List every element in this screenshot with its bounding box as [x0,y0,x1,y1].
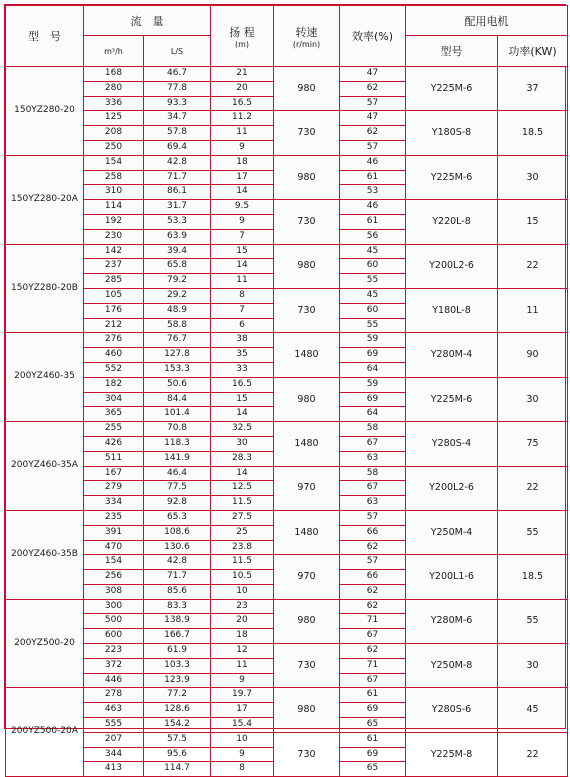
flow-ls-cell: 128.6 [144,703,211,718]
efficiency-cell: 61 [340,214,406,229]
table-row [6,333,568,348]
efficiency-cell: 69 [340,348,406,363]
efficiency-cell: 69 [340,747,406,762]
flow-ls-cell: 71.7 [144,170,211,185]
efficiency-cell: 61 [340,688,406,703]
pump-spec-sheet [4,4,566,774]
flow-ls-cell: 114.7 [144,762,211,777]
flow-ls-cell: 58.8 [144,318,211,333]
flow-m3h-cell: 600 [84,629,144,644]
motor-model-cell: Y200L2-6 [406,244,498,288]
head-cell: 10 [211,732,274,747]
efficiency-cell: 47 [340,67,406,82]
head-cell: 11.5 [211,555,274,570]
motor-power-cell: 18.5 [498,111,568,155]
motor-model-cell: Y250M-8 [406,644,498,688]
efficiency-cell: 63 [340,451,406,466]
flow-m3h-cell: 154 [84,155,144,170]
flow-m3h-cell: 276 [84,333,144,348]
efficiency-cell: 47 [340,111,406,126]
head-cell: 6 [211,318,274,333]
motor-model-cell: Y280M-4 [406,333,498,377]
flow-ls-cell: 61.9 [144,644,211,659]
flow-ls-cell: 166.7 [144,629,211,644]
efficiency-cell: 57 [340,96,406,111]
efficiency-cell: 57 [340,555,406,570]
head-cell: 8 [211,288,274,303]
flow-ls-cell: 141.9 [144,451,211,466]
flow-ls-cell: 103.3 [144,658,211,673]
speed-cell: 970 [274,466,340,510]
table-row [6,599,568,614]
model-name: 150YZ280-20 [6,67,84,156]
efficiency-cell: 56 [340,229,406,244]
flow-m3h-cell: 208 [84,126,144,141]
head-cell: 9 [211,747,274,762]
table-row [6,555,568,570]
table-row [6,244,568,259]
head-cell: 16.5 [211,96,274,111]
flow-ls-cell: 86.1 [144,185,211,200]
flow-m3h-cell: 285 [84,274,144,289]
flow-ls-cell: 71.7 [144,570,211,585]
flow-m3h-cell: 500 [84,614,144,629]
head-cell: 16.5 [211,377,274,392]
speed-cell: 970 [274,555,340,599]
head-cell: 10.5 [211,570,274,585]
head-cell: 17 [211,170,274,185]
model-name: 200YZ460-35A [6,422,84,511]
motor-power-cell: 18.5 [498,555,568,599]
efficiency-cell: 46 [340,155,406,170]
header-head-unit: (m) [234,39,250,49]
flow-m3h-cell: 446 [84,673,144,688]
table-row [6,377,568,392]
head-cell: 18 [211,629,274,644]
efficiency-cell: 45 [340,244,406,259]
flow-m3h-cell: 552 [84,362,144,377]
head-cell: 7 [211,303,274,318]
flow-m3h-cell: 223 [84,644,144,659]
motor-model-cell: Y280S-4 [406,422,498,466]
flow-ls-cell: 76.7 [144,333,211,348]
flow-ls-cell: 42.8 [144,555,211,570]
header-flow-m3h: m³/h [84,36,144,67]
head-cell: 9.5 [211,200,274,215]
header-speed [274,6,340,67]
motor-model-cell: Y280S-6 [406,688,498,732]
motor-power-cell: 22 [498,244,568,288]
head-cell: 18 [211,155,274,170]
motor-power-cell: 30 [498,155,568,199]
efficiency-cell: 66 [340,570,406,585]
motor-power-cell: 45 [498,688,568,732]
speed-cell: 980 [274,688,340,732]
flow-ls-cell: 57.5 [144,732,211,747]
head-cell: 7 [211,229,274,244]
model-name: 200YZ460-35B [6,510,84,599]
efficiency-cell: 60 [340,303,406,318]
flow-m3h-cell: 279 [84,481,144,496]
speed-cell: 980 [274,155,340,199]
head-cell: 14 [211,466,274,481]
flow-ls-cell: 95.6 [144,747,211,762]
table-body [6,67,568,777]
motor-model-cell: Y225M-6 [406,67,498,111]
table-row [6,288,568,303]
pump-spec-table [5,5,568,777]
efficiency-cell: 57 [340,510,406,525]
table-header [6,6,568,67]
efficiency-cell: 55 [340,318,406,333]
flow-m3h-cell: 426 [84,436,144,451]
header-speed-unit: (r/min) [292,39,321,49]
header-model: 型 号 [6,6,84,67]
motor-power-cell: 55 [498,510,568,554]
flow-m3h-cell: 258 [84,170,144,185]
efficiency-cell: 67 [340,629,406,644]
speed-cell: 730 [274,200,340,244]
head-cell: 21 [211,67,274,82]
flow-ls-cell: 48.9 [144,303,211,318]
efficiency-cell: 62 [340,126,406,141]
table-row [6,732,568,747]
flow-ls-cell: 108.6 [144,525,211,540]
efficiency-cell: 61 [340,732,406,747]
flow-m3h-cell: 278 [84,688,144,703]
flow-ls-cell: 130.6 [144,540,211,555]
head-cell: 35 [211,348,274,363]
efficiency-cell: 46 [340,200,406,215]
flow-m3h-cell: 304 [84,392,144,407]
efficiency-cell: 62 [340,584,406,599]
flow-m3h-cell: 334 [84,496,144,511]
flow-ls-cell: 101.4 [144,407,211,422]
efficiency-cell: 67 [340,481,406,496]
table-row [6,67,568,82]
efficiency-cell: 59 [340,333,406,348]
efficiency-cell: 45 [340,288,406,303]
flow-m3h-cell: 413 [84,762,144,777]
efficiency-cell: 69 [340,703,406,718]
efficiency-cell: 64 [340,362,406,377]
head-cell: 27.5 [211,510,274,525]
model-name: 200YZ460-35 [6,333,84,422]
flow-m3h-cell: 114 [84,200,144,215]
flow-m3h-cell: 192 [84,214,144,229]
head-cell: 10 [211,584,274,599]
flow-m3h-cell: 168 [84,67,144,82]
head-cell: 20 [211,614,274,629]
flow-ls-cell: 84.4 [144,392,211,407]
motor-model-cell: Y180L-8 [406,288,498,332]
flow-m3h-cell: 308 [84,584,144,599]
head-cell: 19.7 [211,688,274,703]
table-row [6,200,568,215]
flow-ls-cell: 85.6 [144,584,211,599]
head-cell: 23 [211,599,274,614]
motor-power-cell: 37 [498,67,568,111]
flow-m3h-cell: 154 [84,555,144,570]
header-motor-model: 型号 [406,36,498,67]
flow-ls-cell: 65.3 [144,510,211,525]
header-flow-ls: L/S [144,36,211,67]
efficiency-cell: 71 [340,658,406,673]
motor-model-cell: Y225M-6 [406,377,498,421]
head-cell: 9 [211,140,274,155]
flow-ls-cell: 83.3 [144,599,211,614]
head-cell: 14 [211,407,274,422]
flow-m3h-cell: 372 [84,658,144,673]
flow-ls-cell: 70.8 [144,422,211,437]
flow-ls-cell: 77.2 [144,688,211,703]
motor-model-cell: Y220L-8 [406,200,498,244]
model-name: 200YZ500-20A [6,688,84,777]
efficiency-cell: 63 [340,496,406,511]
motor-power-cell: 90 [498,333,568,377]
speed-cell: 1480 [274,510,340,554]
flow-m3h-cell: 460 [84,348,144,363]
head-cell: 8 [211,762,274,777]
flow-ls-cell: 127.8 [144,348,211,363]
motor-model-cell: Y280M-6 [406,599,498,643]
efficiency-cell: 58 [340,466,406,481]
motor-power-cell: 75 [498,422,568,466]
efficiency-cell: 69 [340,392,406,407]
flow-m3h-cell: 212 [84,318,144,333]
flow-ls-cell: 118.3 [144,436,211,451]
flow-m3h-cell: 182 [84,377,144,392]
model-name: 200YZ500-20 [6,599,84,688]
header-flow: 流 量 [84,6,211,36]
motor-power-cell: 11 [498,288,568,332]
head-cell: 14 [211,185,274,200]
header-efficiency: 效率(%) [340,6,406,67]
efficiency-cell: 65 [340,718,406,733]
flow-m3h-cell: 470 [84,540,144,555]
flow-m3h-cell: 344 [84,747,144,762]
table-row [6,111,568,126]
efficiency-cell: 61 [340,170,406,185]
motor-power-cell: 55 [498,599,568,643]
efficiency-cell: 53 [340,185,406,200]
flow-m3h-cell: 256 [84,570,144,585]
head-cell: 20 [211,81,274,96]
flow-ls-cell: 63.9 [144,229,211,244]
flow-ls-cell: 77.8 [144,81,211,96]
table-row [6,510,568,525]
flow-m3h-cell: 230 [84,229,144,244]
flow-ls-cell: 29.2 [144,288,211,303]
motor-power-cell: 22 [498,466,568,510]
flow-ls-cell: 50.6 [144,377,211,392]
flow-m3h-cell: 555 [84,718,144,733]
efficiency-cell: 71 [340,614,406,629]
flow-ls-cell: 138.9 [144,614,211,629]
efficiency-cell: 58 [340,422,406,437]
flow-m3h-cell: 105 [84,288,144,303]
speed-cell: 980 [274,377,340,421]
model-name: 150YZ280-20A [6,155,84,244]
head-cell: 11 [211,658,274,673]
motor-power-cell: 22 [498,732,568,776]
head-cell: 17 [211,703,274,718]
flow-ls-cell: 39.4 [144,244,211,259]
flow-ls-cell: 46.7 [144,67,211,82]
head-cell: 9 [211,214,274,229]
motor-model-cell: Y250M-4 [406,510,498,554]
head-cell: 25 [211,525,274,540]
header-motor-power: 功率(KW) [498,36,568,67]
efficiency-cell: 59 [340,377,406,392]
speed-cell: 730 [274,111,340,155]
flow-m3h-cell: 310 [84,185,144,200]
head-cell: 12 [211,644,274,659]
flow-ls-cell: 46.4 [144,466,211,481]
speed-cell: 1480 [274,422,340,466]
flow-m3h-cell: 167 [84,466,144,481]
table-row [6,155,568,170]
head-cell: 11.2 [211,111,274,126]
flow-ls-cell: 92.8 [144,496,211,511]
flow-ls-cell: 77.5 [144,481,211,496]
flow-m3h-cell: 280 [84,81,144,96]
table-row [6,422,568,437]
efficiency-cell: 67 [340,436,406,451]
head-cell: 32.5 [211,422,274,437]
efficiency-cell: 55 [340,274,406,289]
table-row [6,466,568,481]
efficiency-cell: 67 [340,673,406,688]
speed-cell: 1480 [274,333,340,377]
flow-ls-cell: 79.2 [144,274,211,289]
head-cell: 9 [211,673,274,688]
header-speed-label: 转速 [295,25,318,39]
head-cell: 30 [211,436,274,451]
motor-model-cell: Y225M-8 [406,732,498,776]
motor-model-cell: Y200L2-6 [406,466,498,510]
speed-cell: 730 [274,732,340,776]
efficiency-cell: 66 [340,525,406,540]
head-cell: 38 [211,333,274,348]
flow-ls-cell: 153.3 [144,362,211,377]
flow-m3h-cell: 463 [84,703,144,718]
flow-ls-cell: 42.8 [144,155,211,170]
table-row [6,688,568,703]
flow-ls-cell: 69.4 [144,140,211,155]
flow-m3h-cell: 250 [84,140,144,155]
flow-ls-cell: 57.8 [144,126,211,141]
head-cell: 15 [211,244,274,259]
speed-cell: 730 [274,644,340,688]
efficiency-cell: 64 [340,407,406,422]
efficiency-cell: 62 [340,81,406,96]
motor-power-cell: 30 [498,377,568,421]
head-cell: 23.8 [211,540,274,555]
efficiency-cell: 65 [340,762,406,777]
flow-m3h-cell: 125 [84,111,144,126]
flow-m3h-cell: 391 [84,525,144,540]
flow-m3h-cell: 300 [84,599,144,614]
flow-ls-cell: 53.3 [144,214,211,229]
head-cell: 15.4 [211,718,274,733]
head-cell: 28.3 [211,451,274,466]
motor-power-cell: 30 [498,644,568,688]
flow-m3h-cell: 336 [84,96,144,111]
head-cell: 12.5 [211,481,274,496]
flow-m3h-cell: 237 [84,259,144,274]
efficiency-cell: 62 [340,644,406,659]
motor-model-cell: Y225M-6 [406,155,498,199]
efficiency-cell: 57 [340,140,406,155]
speed-cell: 980 [274,67,340,111]
motor-model-cell: Y180S-8 [406,111,498,155]
head-cell: 11.5 [211,496,274,511]
header-motor: 配用电机 [406,6,568,36]
flow-m3h-cell: 176 [84,303,144,318]
header-head-label: 扬 程 [229,25,255,39]
head-cell: 14 [211,259,274,274]
speed-cell: 980 [274,599,340,643]
head-cell: 11 [211,274,274,289]
efficiency-cell: 62 [340,540,406,555]
efficiency-cell: 62 [340,599,406,614]
head-cell: 15 [211,392,274,407]
head-cell: 11 [211,126,274,141]
flow-ls-cell: 123.9 [144,673,211,688]
flow-ls-cell: 31.7 [144,200,211,215]
flow-m3h-cell: 365 [84,407,144,422]
flow-ls-cell: 93.3 [144,96,211,111]
flow-m3h-cell: 142 [84,244,144,259]
head-cell: 33 [211,362,274,377]
flow-m3h-cell: 207 [84,732,144,747]
flow-m3h-cell: 511 [84,451,144,466]
table-row [6,644,568,659]
flow-ls-cell: 34.7 [144,111,211,126]
flow-ls-cell: 154.2 [144,718,211,733]
speed-cell: 980 [274,244,340,288]
flow-m3h-cell: 235 [84,510,144,525]
efficiency-cell: 60 [340,259,406,274]
header-head [211,6,274,67]
model-name: 150YZ280-20B [6,244,84,333]
speed-cell: 730 [274,288,340,332]
motor-power-cell: 15 [498,200,568,244]
motor-model-cell: Y200L1-6 [406,555,498,599]
flow-m3h-cell: 255 [84,422,144,437]
flow-ls-cell: 65.8 [144,259,211,274]
